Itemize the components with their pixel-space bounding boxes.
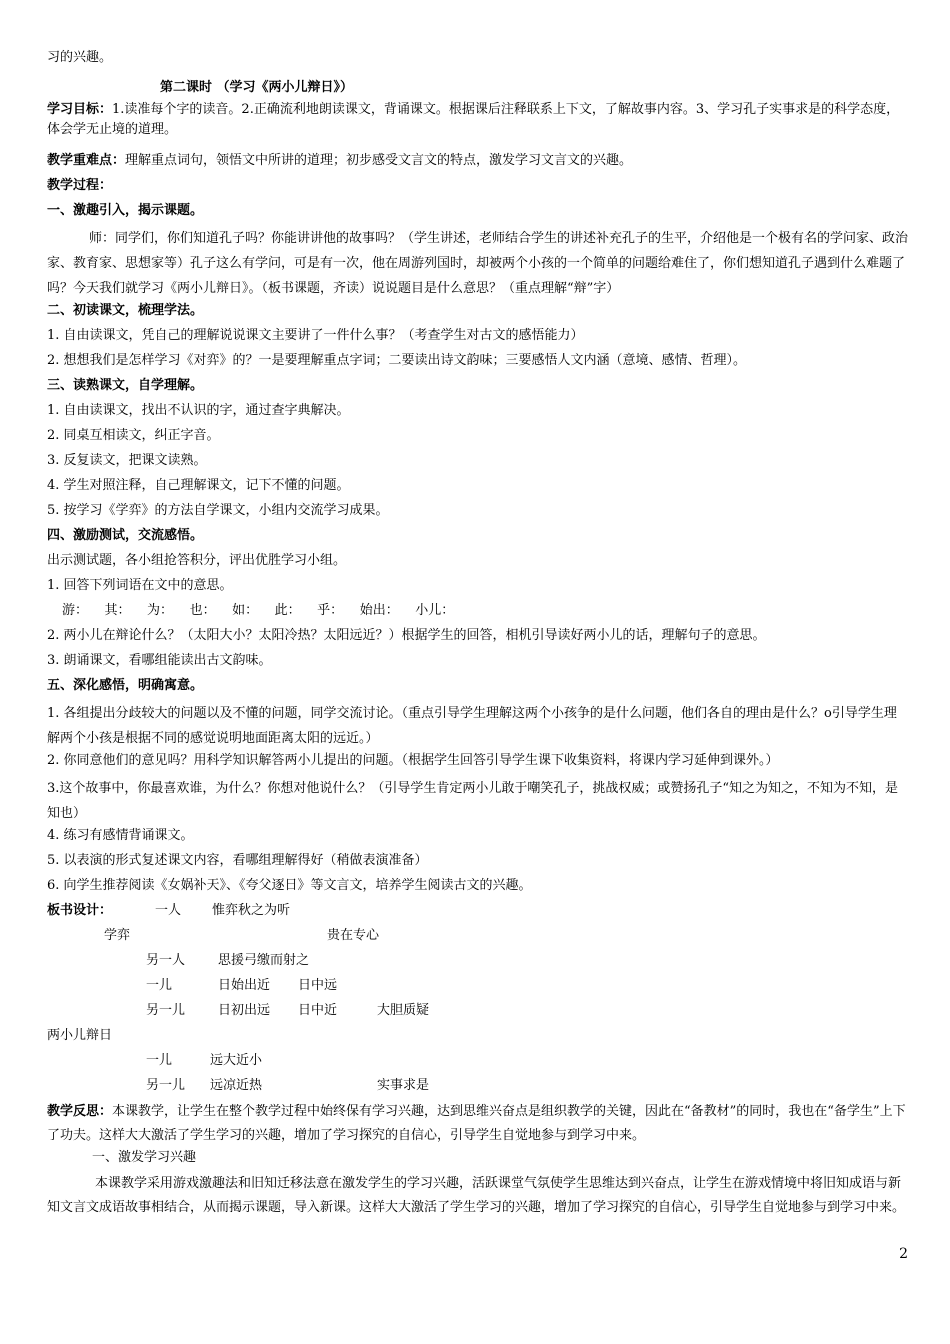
text-line: 出示测试题，各小组抢答积分，评出优胜学习小组。 [47,553,347,568]
list-item: 1. 回答下列词语在文中的意思。 [47,578,233,593]
board-text: 贵在专心 [327,928,380,943]
key-points [47,151,908,171]
list-item: 4. 练习有感情背诵课文。 [47,828,194,843]
board-text: 日中远 [298,978,338,993]
text-line: 习的兴趣。 [47,50,113,65]
list-item: 2. 想想我们是怎样学习《对弈》的？一是要理解重点字词；二要读出诗文韵味；三要感悟人文内涵（意境、感情、哲理）。 [47,353,747,368]
section-heading: 五、深化感悟，明确寓意。 [47,678,204,693]
sub-heading: 一、激发学习兴趣 [92,1150,197,1165]
goals-text: 1.读准每个字的读音。2.正确流利地朗读课文，背诵课文。根据课后注释联系上下文，了解故事内容。3、学习孔子实事求是的科学态度，体会学无止境的道理。 [47,102,900,137]
board-text: 日中近 [298,1003,338,1018]
teaching-reflection [47,1100,908,1148]
list-item: 5. 按学习《学弈》的方法自学课文，小组内交流学习成果。 [47,503,389,518]
list-item: 2. 你同意他们的意见吗？用科学知识解答两小儿提出的问题。（根据学生回答引导学生课下收集资料，将课内学习延伸到课外。） [47,753,779,768]
board-text: 日初出远 [218,1003,271,1018]
list-item: 2. 两小儿在辩论什么？（太阳大小？太阳冷热？太阳远近？）根据学生的回答，相机引导读好两小儿的话，理解句子的意思。 [47,628,766,643]
list-item: 1. 自由读课文，凭自己的理解说说课文主要讲了一件什么事？（考查学生对古文的感悟能力） [47,328,584,343]
board-text: 实事求是 [377,1078,430,1093]
page-number: 2 [899,1246,908,1262]
board-text: 两小儿辩日 [47,1028,113,1043]
section-heading: 四、激励测试，交流感悟。 [47,528,204,543]
section-heading: 二、初读课文，梳理学法。 [47,303,204,318]
list-item: 6. 向学生推荐阅读《女娲补天》、《夸父逐日》等文言文，培养学生阅读古文的兴趣。 [47,878,532,893]
list-item: 1. 各组提出分歧较大的问题以及不懂的问题，同学交流讨论。（重点引导学生理解这两个小孩争的是什么问题，他们各自的理由是什么？o引导学生理解两个小孩是根据不同的感觉说明地面距离太阳的远近。） [47,706,897,746]
process-heading: 教学过程： [47,178,113,193]
board-text: 思援弓缴而射之 [218,953,310,968]
list-item: 1. 自由读课文，找出不认识的字，通过查字典解决。 [47,403,350,418]
board-text: 另一儿 [146,1078,186,1093]
board-text: 一儿 [146,1053,173,1068]
paragraph: 师：同学们，你们知道孔子吗？你能讲讲他的故事吗？（学生讲述，老师结合学生的讲述补充孔子的生平，介绍他是一个极有名的学问家、政治家、教育家、思想家等）孔子这么有学问，可是有一次，他在周游列国时，却被两个小孩的一个简单的问题给难住了，你们想知道孔子遇到什么难题了吗？今天我们就学习《两小儿辩日》。（板书课题，齐读）说说题目是什么意思？（重点理解“辩”字） [47,231,909,296]
list-item: 2. 同桌互相读文，纠正字音。 [47,428,220,443]
board-text: 另一儿 [146,1003,186,1018]
key-text: 理解重点词句，领悟文中所讲的道理；初步感受文言文的特点，激发学习文言文的兴趣。 [125,153,633,168]
key-label: 教学重难点： [47,153,126,168]
board-text: 远大近小 [210,1053,263,1068]
lesson-title: 第二课时 （学习《两小儿辩日》） [160,80,354,95]
board-label: 板书设计： [47,903,113,918]
list-item: 5. 以表演的形式复述课文内容，看哪组理解得好（稍做表演准备） [47,853,428,868]
section-heading: 一、激趣引入，揭示课题。 [47,203,204,218]
paragraph: 本课教学采用游戏激趣法和旧知迁移法意在激发学生的学习兴趣，活跃课堂气氛使学生思维达到兴奋点，让学生在游戏情境中将旧知成语与新知文言文成语故事相结合，从而揭示课题，导入新课。这样大大激活了学生学习的兴趣，增加了学习探究的自信心，引导学生自觉地参与到学习中来。 [47,1176,906,1215]
reflection-text: 本课教学，让学生在整个教学过程中始终保有学习兴趣，达到思维兴奋点是组织教学的关键，因此在“备教材”的同时，我也在“备学生”上下了功夫。这样大大激活了学生学习的兴趣，增加了学习探究的自信心，引导学生自觉地参与到学习中来。 [47,1104,906,1143]
reflection-label: 教学反思： [47,1104,113,1119]
board-text: 一儿 [146,978,173,993]
board-text: 另一人 [146,953,186,968]
list-item: 3. 反复读文，把课文读熟。 [47,453,207,468]
board-text: 一人 [155,903,182,918]
goals-label: 学习目标： [47,102,113,117]
learning-goals [47,100,908,140]
board-text: 远凉近热 [210,1078,263,1093]
board-text: 惟弈秋之为听 [212,903,291,918]
list-item: 3.这个故事中，你最喜欢谁，为什么？你想对他说什么？（引导学生肯定两小儿敢于嘲笑孔子，挑战权威；或赞扬孔子“知之为知之，不知为不知，是知也） [47,781,899,821]
vocab-words: 游： 其： 为： 也： 如： 此： 乎： 始出： 小儿： [62,603,455,618]
board-text: 大胆质疑 [377,1003,430,1018]
board-text: 学弈 [104,928,131,943]
list-item: 3. 朗诵课文，看哪组能读出古文韵味。 [47,653,272,668]
board-text: 日始出近 [218,978,271,993]
list-item: 4. 学生对照注释，自己理解课文，记下不懂的问题。 [47,478,350,493]
section-heading: 三、读熟课文，自学理解。 [47,378,204,393]
